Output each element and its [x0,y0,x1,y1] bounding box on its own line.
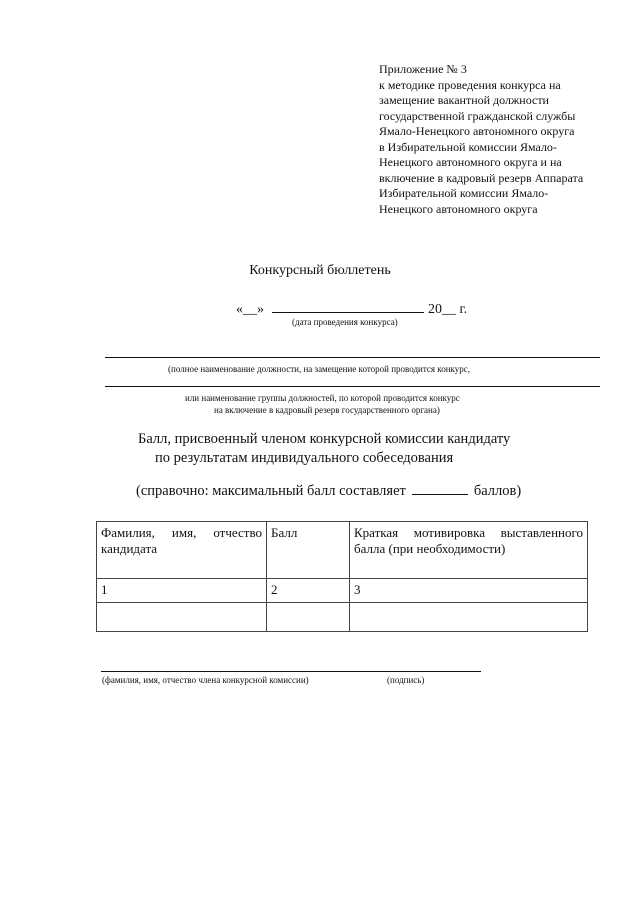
score-heading-line-2: по результатам индивидуального собеседования [155,450,454,466]
score-heading-line-1: Балл, присвоенный членом конкурсной комиссии кандидату [138,431,511,447]
score-heading [138,430,510,468]
position-name-line-2[interactable] [105,386,600,387]
column-number-2: 2 [267,579,350,603]
position-caption-1: (полное наименование должности, на замещение которой проводится конкурс, [168,364,471,374]
table-row [97,579,588,603]
position-caption-3: на включение в кадровый резерв государственного органа) [214,405,440,415]
annex-line: к методике проведения конкурса на [379,77,561,92]
signature-caption: (подпись) [387,675,425,685]
max-score-note-before: (справочно: максимальный балл составляет [136,483,406,499]
table-row [97,603,588,632]
annex-line: Ненецкого автономного округа и на [379,155,562,169]
annex-line: в Избирательной комиссии Ямало- [379,139,557,154]
member-name-caption: (фамилия, имя, отчество члена конкурсной комиссии) [102,675,309,685]
score-cell[interactable] [267,603,350,632]
scores-table [96,521,588,632]
max-score-blank[interactable] [412,482,468,495]
max-score-note [136,482,521,500]
annex-line: Избирательной комиссии Ямало- [379,186,549,200]
column-number-1: 1 [97,579,267,603]
header-motivation: Краткая мотивировка выставленного балла (при необходимости) [350,522,588,579]
annex-line: Приложение № 3 [379,62,467,76]
signature-line[interactable] [101,671,481,672]
annex-line: замещение вакантной должности [379,93,549,107]
date-row [236,300,467,318]
annex-line: Ямало-Ненецкого автономного округа [379,124,575,138]
position-name-line-1[interactable] [105,357,600,358]
position-caption-2: или наименование группы должностей, по которой проводится конкурс [185,393,460,403]
date-blank-line[interactable] [272,300,424,313]
document-title: Конкурсный бюллетень [249,263,391,278]
header-candidate-name: Фамилия, имя, отчество кандидата [97,522,267,579]
header-score: Балл [267,522,350,579]
column-number-3: 3 [350,579,588,603]
motivation-cell[interactable] [350,603,588,632]
date-caption: (дата проведения конкурса) [292,317,398,327]
table-header-row [97,522,588,579]
date-day-month: «__» [236,302,264,317]
max-score-note-after: баллов) [473,483,522,499]
annex-block [379,62,619,217]
annex-line: государственной гражданской службы [379,108,576,123]
candidate-name-cell[interactable] [97,603,267,632]
annex-line: Ненецкого автономного округа [379,201,538,216]
annex-line: включение в кадровый резерв Аппарата [379,170,584,185]
date-year: 20__ г. [428,302,468,317]
